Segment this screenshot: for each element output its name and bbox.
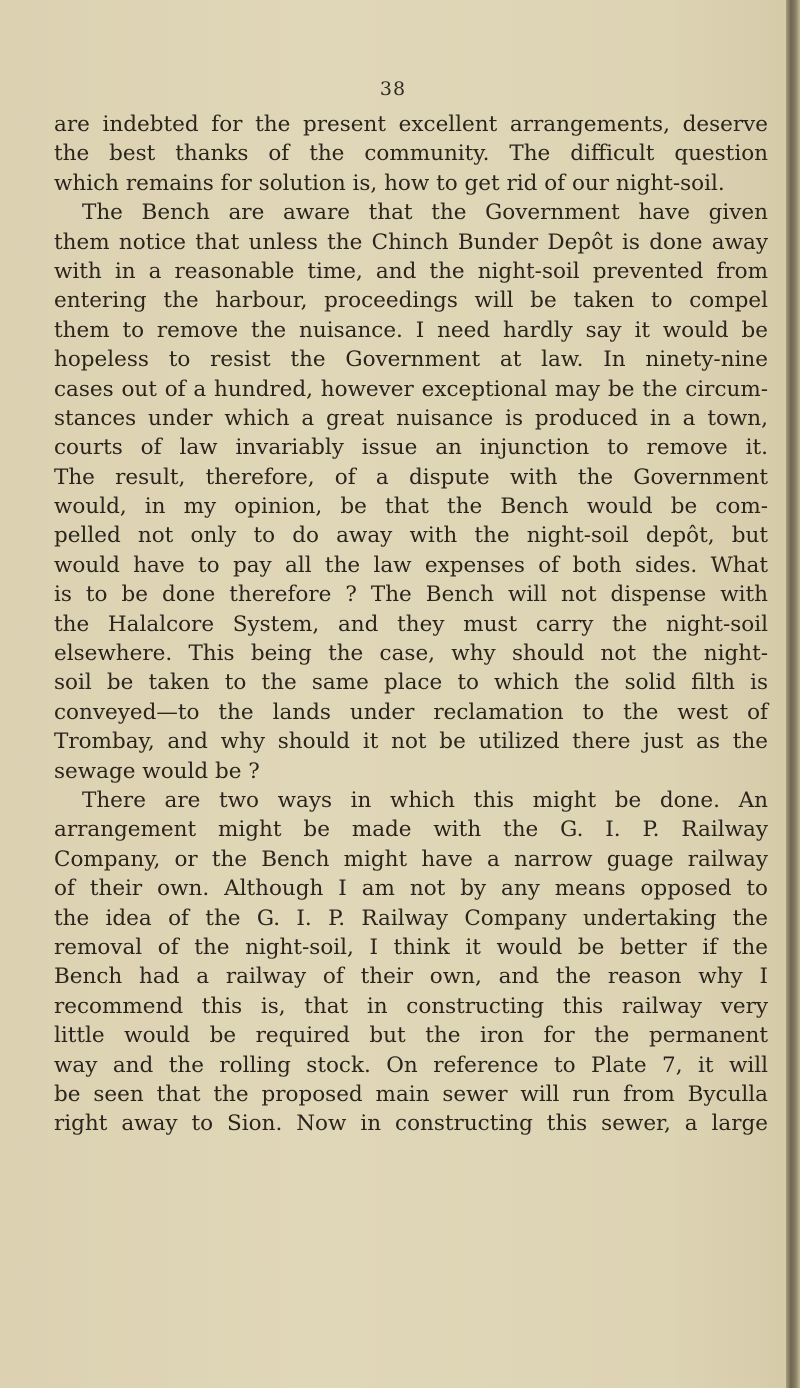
text-line: courts of law invariably issue an injunction to remove it. — [54, 435, 768, 461]
text-line: would, in my opinion, be that the Bench would be com- — [54, 494, 768, 520]
text-line: removal of the night-soil, I think it would be better if the — [54, 934, 768, 960]
text-line: the Halalcore System, and they must carry the night-soil — [54, 611, 768, 637]
text-line: Company, or the Bench might have a narrow guage railway — [54, 846, 768, 872]
text-line: Bench had a railway of their own, and the reason why I — [54, 964, 768, 990]
text-line: hopeless to resist the Government at law. In ninety-nine — [54, 347, 768, 373]
text-line: of their own. Although I am not by any means opposed to — [54, 876, 768, 902]
text-line: conveyed—to the lands under reclamation to the west of — [54, 699, 768, 725]
page-edge — [786, 0, 800, 1388]
body-text — [54, 110, 768, 1139]
text-line: them to remove the nuisance. I need hardly say it would be — [54, 317, 768, 343]
text-line: which remains for solution is, how to get rid of our night-soil. — [54, 170, 725, 196]
text-line: Trombay, and why should it not be utilized there just as the — [54, 729, 768, 755]
text-line: soil be taken to the same place to which the solid filth is — [54, 670, 768, 696]
text-line: arrangement might be made with the G. I. P. Railway — [54, 817, 768, 843]
text-line: The result, therefore, of a dispute with the Government — [54, 464, 768, 490]
text-line: are indebted for the present excellent arrangements, deserve — [54, 112, 768, 137]
text-line: is to be done therefore ? The Bench will not dispense with — [54, 582, 768, 608]
text-line: right away to Sion. Now in constructing this sewer, a large — [54, 1111, 768, 1137]
text-line: recommend this is, that in constructing this railway very — [54, 993, 768, 1019]
text-line: way and the rolling stock. On reference to Plate 7, it will — [54, 1052, 768, 1078]
text-line: stances under which a great nuisance is produced in a town, — [54, 405, 768, 431]
page-number: 38 — [379, 78, 407, 100]
text-line: The Bench are aware that the Government have given — [82, 200, 768, 226]
text-line: little would be required but the iron for the permanent — [54, 1023, 768, 1049]
text-line: entering the harbour, proceedings will be taken to compel — [54, 288, 768, 314]
text-line: the best thanks of the community. The difficult question — [54, 141, 768, 167]
text-line: pelled not only to do away with the night-soil depôt, but — [54, 523, 768, 549]
text-line: be seen that the proposed main sewer will run from Byculla — [54, 1081, 768, 1107]
text-line: elsewhere. This being the case, why should not the night- — [54, 641, 768, 667]
text-line: There are two ways in which this might be done. An — [82, 787, 768, 813]
text-line: sewage would be ? — [54, 758, 260, 784]
text-line: cases out of a hundred, however exceptional may be the circum- — [54, 376, 768, 402]
text-line: would have to pay all the law expenses of both sides. What — [54, 552, 768, 578]
text-line: the idea of the G. I. P. Railway Company undertaking the — [54, 905, 768, 931]
text-line: them notice that unless the Chinch Bunder Depôt is done away — [54, 229, 768, 255]
text-line: with in a reasonable time, and the night-soil prevented from — [54, 258, 768, 284]
